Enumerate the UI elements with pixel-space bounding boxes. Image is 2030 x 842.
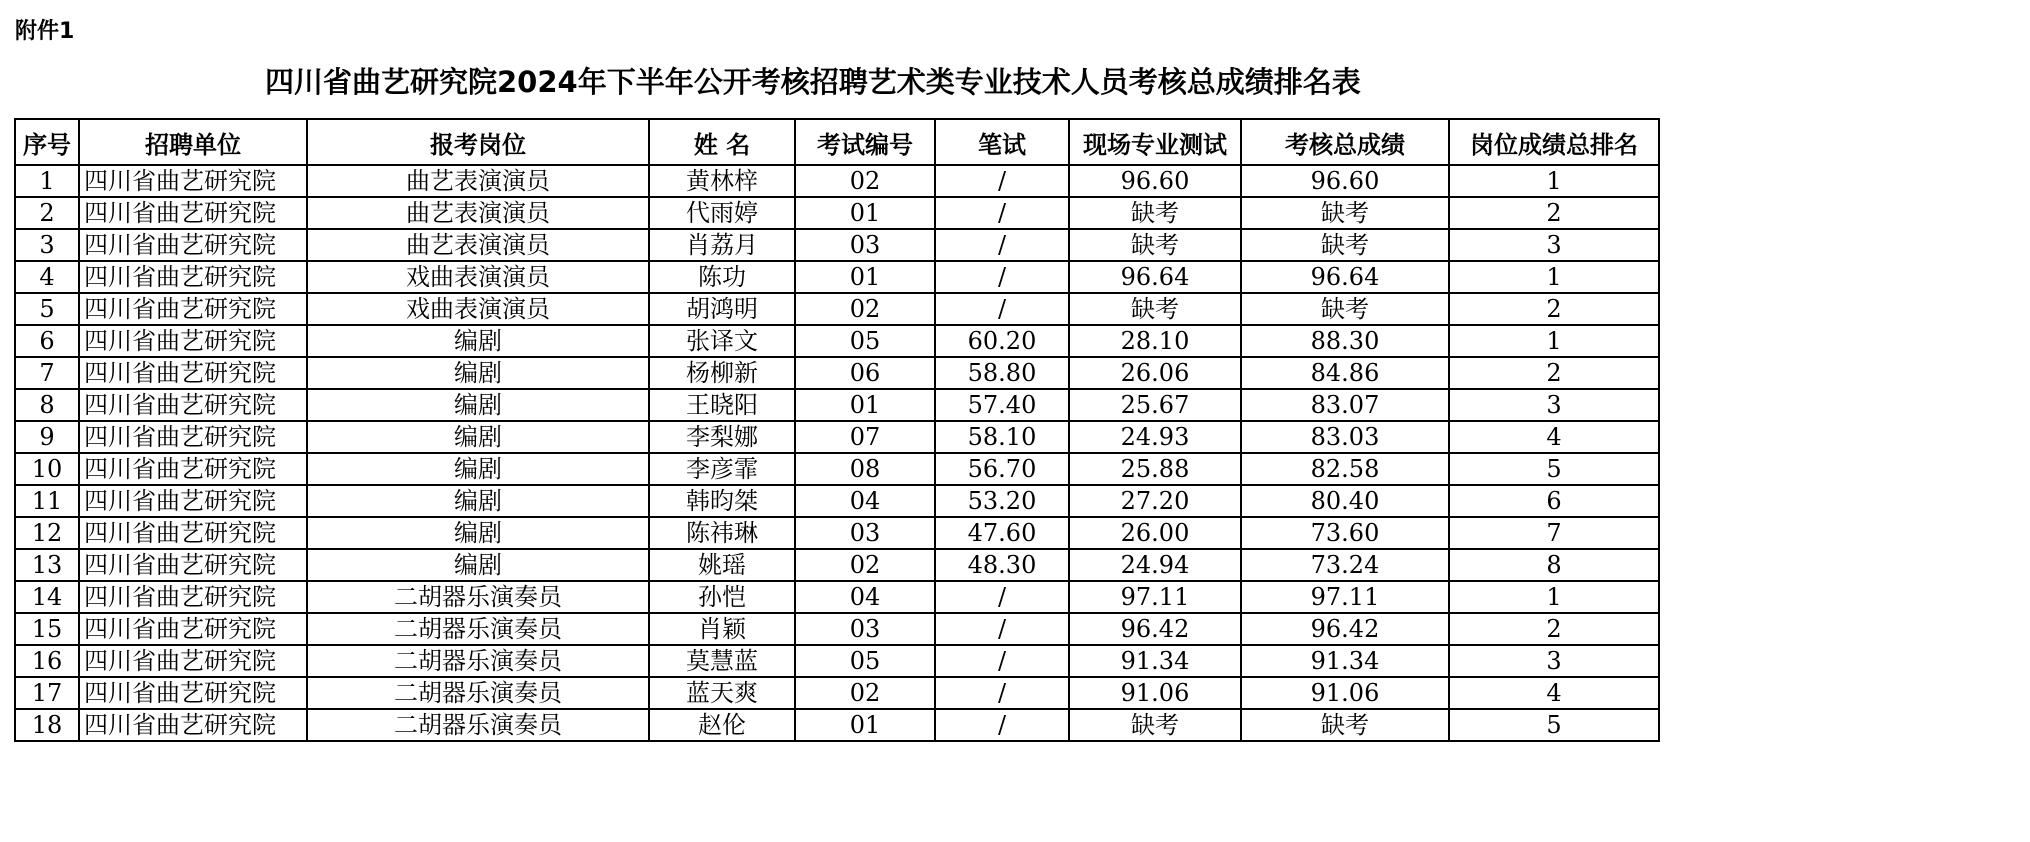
cell-name: 胡鸿明	[649, 293, 795, 325]
cell-position: 二胡器乐演奏员	[307, 677, 649, 709]
cell-exam-no: 07	[795, 421, 935, 453]
cell-written: 58.10	[935, 421, 1069, 453]
cell-position: 编剧	[307, 325, 649, 357]
cell-position: 编剧	[307, 453, 649, 485]
cell-rank: 5	[1449, 709, 1659, 741]
cell-seq: 3	[15, 229, 79, 261]
cell-exam-no: 01	[795, 709, 935, 741]
attachment-label: 附件1	[15, 19, 75, 44]
cell-seq: 5	[15, 293, 79, 325]
cell-unit: 四川省曲艺研究院	[79, 645, 307, 677]
cell-onsite-test: 97.11	[1069, 581, 1241, 613]
cell-onsite-test: 25.88	[1069, 453, 1241, 485]
table-row	[15, 613, 1659, 645]
cell-onsite-test: 96.64	[1069, 261, 1241, 293]
cell-position: 二胡器乐演奏员	[307, 613, 649, 645]
cell-onsite-test: 28.10	[1069, 325, 1241, 357]
cell-seq: 7	[15, 357, 79, 389]
cell-position: 编剧	[307, 421, 649, 453]
cell-seq: 18	[15, 709, 79, 741]
table-row	[15, 677, 1659, 709]
cell-written: /	[935, 197, 1069, 229]
cell-rank: 8	[1449, 549, 1659, 581]
cell-unit: 四川省曲艺研究院	[79, 389, 307, 421]
cell-rank: 7	[1449, 517, 1659, 549]
cell-exam-no: 02	[795, 677, 935, 709]
cell-total-score: 缺考	[1241, 709, 1449, 741]
cell-written: 47.60	[935, 517, 1069, 549]
cell-seq: 4	[15, 261, 79, 293]
cell-position: 戏曲表演演员	[307, 261, 649, 293]
cell-exam-no: 02	[795, 165, 935, 197]
cell-name: 肖荔月	[649, 229, 795, 261]
cell-rank: 2	[1449, 293, 1659, 325]
cell-unit: 四川省曲艺研究院	[79, 357, 307, 389]
cell-exam-no: 06	[795, 357, 935, 389]
cell-seq: 1	[15, 165, 79, 197]
cell-onsite-test: 26.00	[1069, 517, 1241, 549]
cell-position: 编剧	[307, 517, 649, 549]
header-unit: 招聘单位	[79, 119, 307, 165]
cell-position: 编剧	[307, 357, 649, 389]
cell-name: 肖颖	[649, 613, 795, 645]
cell-position: 曲艺表演演员	[307, 197, 649, 229]
table-row	[15, 261, 1659, 293]
cell-onsite-test: 缺考	[1069, 229, 1241, 261]
cell-unit: 四川省曲艺研究院	[79, 517, 307, 549]
cell-onsite-test: 24.93	[1069, 421, 1241, 453]
cell-unit: 四川省曲艺研究院	[79, 485, 307, 517]
cell-seq: 13	[15, 549, 79, 581]
cell-seq: 10	[15, 453, 79, 485]
cell-name: 李梨娜	[649, 421, 795, 453]
cell-rank: 4	[1449, 677, 1659, 709]
table-row	[15, 645, 1659, 677]
header-position: 报考岗位	[307, 119, 649, 165]
cell-rank: 2	[1449, 357, 1659, 389]
cell-seq: 14	[15, 581, 79, 613]
cell-rank: 6	[1449, 485, 1659, 517]
table-row	[15, 229, 1659, 261]
cell-written: /	[935, 581, 1069, 613]
cell-total-score: 91.34	[1241, 645, 1449, 677]
cell-written: 58.80	[935, 357, 1069, 389]
header-seq: 序号	[15, 119, 79, 165]
cell-unit: 四川省曲艺研究院	[79, 325, 307, 357]
table-row	[15, 421, 1659, 453]
cell-name: 张译文	[649, 325, 795, 357]
table-row	[15, 709, 1659, 741]
cell-exam-no: 05	[795, 325, 935, 357]
cell-onsite-test: 96.60	[1069, 165, 1241, 197]
cell-position: 编剧	[307, 389, 649, 421]
cell-total-score: 84.86	[1241, 357, 1449, 389]
cell-written: 53.20	[935, 485, 1069, 517]
cell-seq: 2	[15, 197, 79, 229]
cell-seq: 9	[15, 421, 79, 453]
cell-rank: 1	[1449, 165, 1659, 197]
cell-name: 代雨婷	[649, 197, 795, 229]
table-row	[15, 197, 1659, 229]
cell-onsite-test: 24.94	[1069, 549, 1241, 581]
cell-seq: 15	[15, 613, 79, 645]
cell-rank: 3	[1449, 229, 1659, 261]
cell-exam-no: 01	[795, 389, 935, 421]
cell-name: 王晓阳	[649, 389, 795, 421]
cell-position: 编剧	[307, 485, 649, 517]
cell-name: 孙恺	[649, 581, 795, 613]
cell-name: 莫慧蓝	[649, 645, 795, 677]
cell-rank: 2	[1449, 613, 1659, 645]
cell-total-score: 80.40	[1241, 485, 1449, 517]
cell-rank: 2	[1449, 197, 1659, 229]
cell-position: 二胡器乐演奏员	[307, 709, 649, 741]
table-row	[15, 485, 1659, 517]
cell-name: 杨柳新	[649, 357, 795, 389]
cell-total-score: 96.60	[1241, 165, 1449, 197]
cell-total-score: 缺考	[1241, 229, 1449, 261]
cell-onsite-test: 26.06	[1069, 357, 1241, 389]
cell-total-score: 88.30	[1241, 325, 1449, 357]
cell-position: 二胡器乐演奏员	[307, 645, 649, 677]
cell-written: /	[935, 709, 1069, 741]
cell-onsite-test: 96.42	[1069, 613, 1241, 645]
header-total-score: 考核总成绩	[1241, 119, 1449, 165]
cell-written: /	[935, 165, 1069, 197]
cell-exam-no: 04	[795, 581, 935, 613]
cell-name: 姚瑶	[649, 549, 795, 581]
cell-unit: 四川省曲艺研究院	[79, 709, 307, 741]
cell-onsite-test: 缺考	[1069, 293, 1241, 325]
cell-exam-no: 01	[795, 261, 935, 293]
cell-unit: 四川省曲艺研究院	[79, 613, 307, 645]
cell-unit: 四川省曲艺研究院	[79, 421, 307, 453]
cell-position: 曲艺表演演员	[307, 229, 649, 261]
document-title: 四川省曲艺研究院2024年下半年公开考核招聘艺术类专业技术人员考核总成绩排名表	[265, 65, 1361, 99]
cell-position: 曲艺表演演员	[307, 165, 649, 197]
cell-exam-no: 03	[795, 517, 935, 549]
table-row	[15, 517, 1659, 549]
cell-onsite-test: 91.06	[1069, 677, 1241, 709]
cell-rank: 3	[1449, 389, 1659, 421]
cell-total-score: 96.64	[1241, 261, 1449, 293]
cell-name: 李彦霏	[649, 453, 795, 485]
cell-written: 60.20	[935, 325, 1069, 357]
cell-total-score: 73.24	[1241, 549, 1449, 581]
cell-exam-no: 08	[795, 453, 935, 485]
cell-total-score: 缺考	[1241, 197, 1449, 229]
cell-seq: 12	[15, 517, 79, 549]
cell-seq: 8	[15, 389, 79, 421]
cell-unit: 四川省曲艺研究院	[79, 293, 307, 325]
header-onsite-test: 现场专业测试	[1069, 119, 1241, 165]
cell-unit: 四川省曲艺研究院	[79, 677, 307, 709]
cell-unit: 四川省曲艺研究院	[79, 453, 307, 485]
cell-total-score: 83.07	[1241, 389, 1449, 421]
cell-seq: 17	[15, 677, 79, 709]
cell-rank: 3	[1449, 645, 1659, 677]
cell-seq: 6	[15, 325, 79, 357]
cell-written: /	[935, 293, 1069, 325]
table-row	[15, 581, 1659, 613]
cell-unit: 四川省曲艺研究院	[79, 261, 307, 293]
table-row	[15, 165, 1659, 197]
cell-total-score: 83.03	[1241, 421, 1449, 453]
cell-total-score: 缺考	[1241, 293, 1449, 325]
header-exam-no: 考试编号	[795, 119, 935, 165]
cell-total-score: 97.11	[1241, 581, 1449, 613]
cell-seq: 16	[15, 645, 79, 677]
cell-onsite-test: 缺考	[1069, 197, 1241, 229]
cell-name: 赵伦	[649, 709, 795, 741]
cell-total-score: 82.58	[1241, 453, 1449, 485]
cell-exam-no: 01	[795, 197, 935, 229]
header-rank: 岗位成绩总排名	[1449, 119, 1659, 165]
cell-written: /	[935, 261, 1069, 293]
cell-exam-no: 02	[795, 293, 935, 325]
cell-position: 二胡器乐演奏员	[307, 581, 649, 613]
table-row	[15, 357, 1659, 389]
cell-exam-no: 02	[795, 549, 935, 581]
cell-unit: 四川省曲艺研究院	[79, 165, 307, 197]
cell-total-score: 96.42	[1241, 613, 1449, 645]
table-row	[15, 325, 1659, 357]
cell-rank: 4	[1449, 421, 1659, 453]
cell-position: 戏曲表演演员	[307, 293, 649, 325]
cell-written: /	[935, 229, 1069, 261]
score-ranking-table	[14, 118, 1660, 742]
cell-rank: 1	[1449, 325, 1659, 357]
cell-name: 韩昀桀	[649, 485, 795, 517]
cell-onsite-test: 91.34	[1069, 645, 1241, 677]
header-name: 姓 名	[649, 119, 795, 165]
cell-exam-no: 05	[795, 645, 935, 677]
cell-total-score: 91.06	[1241, 677, 1449, 709]
cell-written: /	[935, 613, 1069, 645]
cell-exam-no: 04	[795, 485, 935, 517]
cell-exam-no: 03	[795, 229, 935, 261]
cell-total-score: 73.60	[1241, 517, 1449, 549]
cell-written: 57.40	[935, 389, 1069, 421]
table-row	[15, 293, 1659, 325]
cell-onsite-test: 25.67	[1069, 389, 1241, 421]
cell-name: 蓝天爽	[649, 677, 795, 709]
cell-unit: 四川省曲艺研究院	[79, 229, 307, 261]
cell-position: 编剧	[307, 549, 649, 581]
cell-exam-no: 03	[795, 613, 935, 645]
header-row	[15, 119, 1659, 165]
cell-unit: 四川省曲艺研究院	[79, 197, 307, 229]
cell-name: 陈祎琳	[649, 517, 795, 549]
cell-rank: 1	[1449, 261, 1659, 293]
table-row	[15, 389, 1659, 421]
cell-written: /	[935, 677, 1069, 709]
cell-onsite-test: 27.20	[1069, 485, 1241, 517]
cell-seq: 11	[15, 485, 79, 517]
cell-written: 56.70	[935, 453, 1069, 485]
cell-unit: 四川省曲艺研究院	[79, 549, 307, 581]
cell-written: /	[935, 645, 1069, 677]
header-written: 笔试	[935, 119, 1069, 165]
cell-written: 48.30	[935, 549, 1069, 581]
cell-onsite-test: 缺考	[1069, 709, 1241, 741]
table-row	[15, 453, 1659, 485]
cell-rank: 1	[1449, 581, 1659, 613]
cell-name: 陈功	[649, 261, 795, 293]
table-row	[15, 549, 1659, 581]
cell-unit: 四川省曲艺研究院	[79, 581, 307, 613]
cell-rank: 5	[1449, 453, 1659, 485]
cell-name: 黄林梓	[649, 165, 795, 197]
